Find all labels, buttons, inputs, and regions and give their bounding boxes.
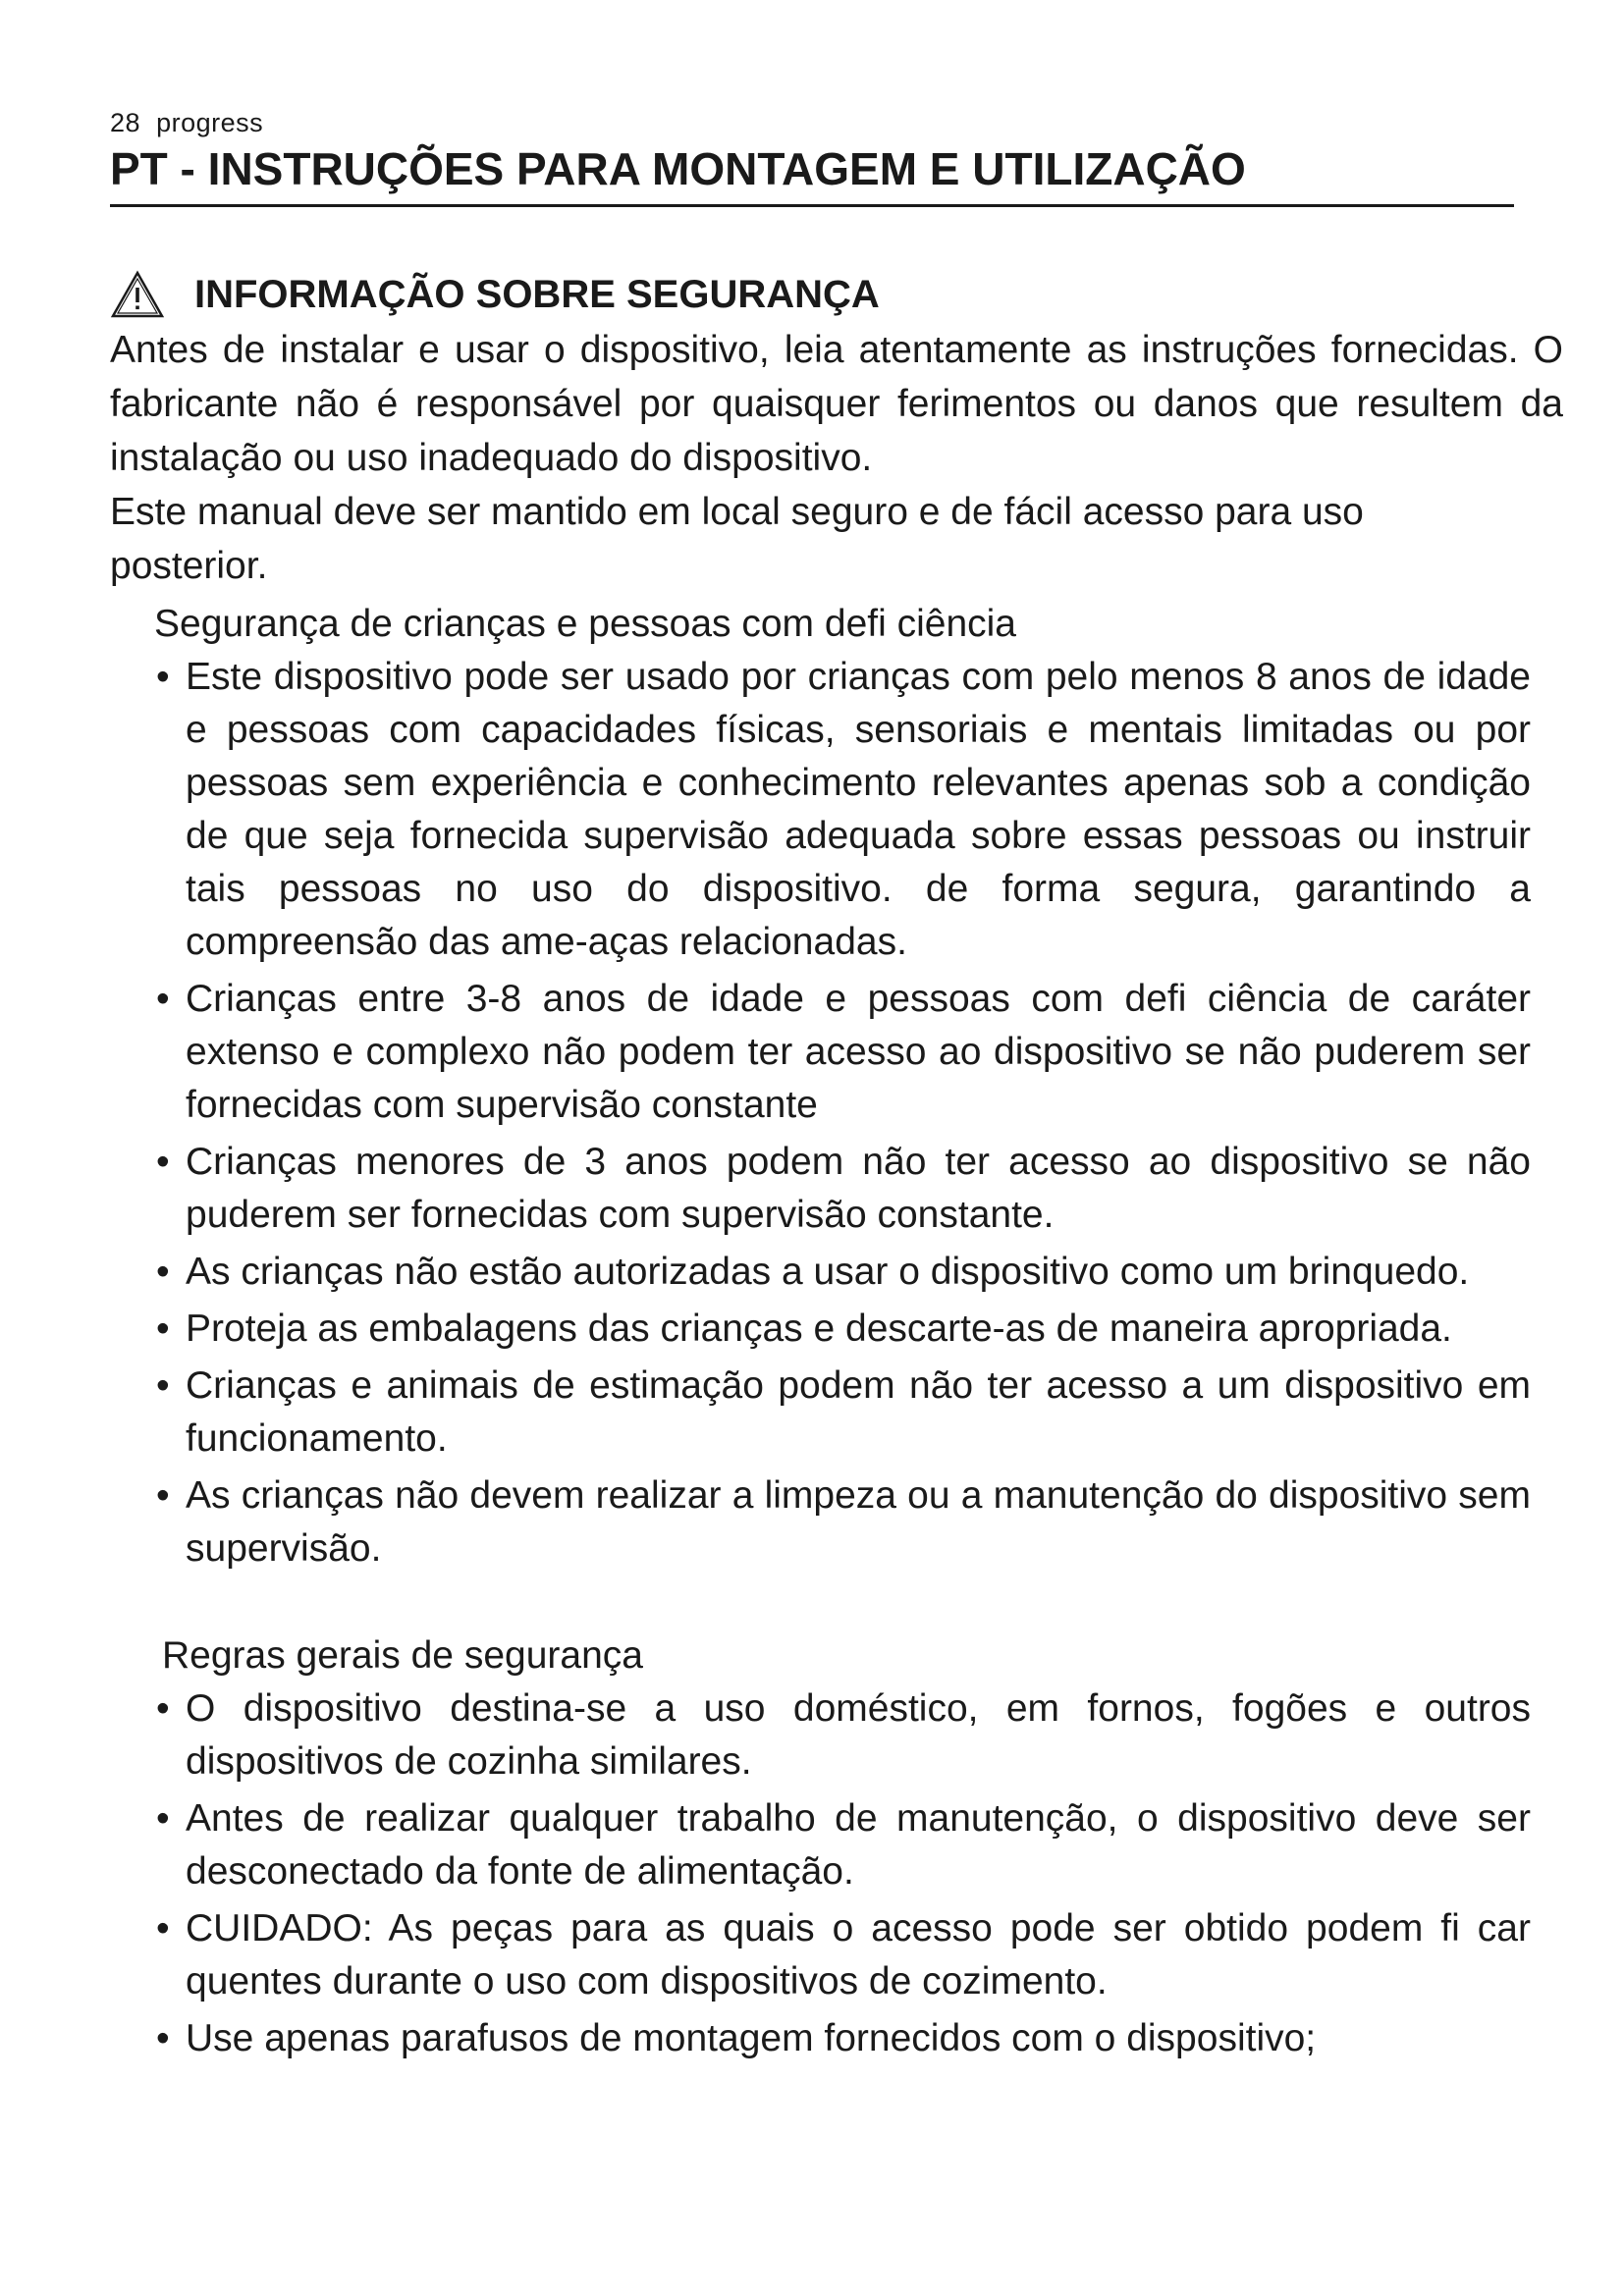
safety-heading: INFORMAÇÃO SOBRE SEGURANÇA xyxy=(194,273,880,316)
safety-heading-row xyxy=(110,270,1563,319)
page-header xyxy=(110,106,1563,139)
page-number: 28 xyxy=(110,108,141,137)
list-item: • CUIDADO: As peças para as quais o acesso pode ser obtido podem fi car quentes durante o uso com dispositivos de cozimento. xyxy=(156,1907,1531,2002)
children-list xyxy=(110,651,1624,1575)
brand-name: progress xyxy=(156,108,264,137)
list-item: • Antes de realizar qualquer trabalho de manutenção, o dispositivo deve ser desconectado da fonte de alimentação. xyxy=(156,1797,1531,1893)
children-heading: Segurança de crianças e pessoas com defi ciência xyxy=(154,603,1016,645)
list-item: • Crianças e animais de estimação podem não ter acesso a um dispositivo em funcionamento. xyxy=(156,1364,1531,1460)
list-item: • Proteja as embalagens das crianças e descarte-as de maneira apropriada. xyxy=(156,1308,1452,1350)
list-item: • O dispositivo destina-se a uso doméstico, em fornos, fogões e outros dispositivos de cozinha similares. xyxy=(156,1687,1531,1783)
list-item: • Crianças menores de 3 anos podem não ter acesso ao dispositivo se não puderem ser fornecidas com supervisão constante. xyxy=(156,1141,1531,1236)
safety-intro: Antes de instalar e usar o dispositivo, leia atentamente as instruções fornecidas. O fabricante não é responsável por quaisquer ferimentos ou danos que resultem da instalação ou uso inadequado do dispositivo. xyxy=(110,329,1563,479)
warning-triangle-icon xyxy=(110,270,165,319)
general-heading: Regras gerais de segurança xyxy=(162,1634,643,1677)
list-item: • Crianças entre 3-8 anos de idade e pessoas com defi ciência de caráter extenso e complexo não podem ter acesso ao dispositivo se não puderem ser fornecidas com supervisão constante xyxy=(156,978,1531,1126)
list-item: • As crianças não devem realizar a limpeza ou a manutenção do dispositivo sem supervisão. xyxy=(156,1474,1531,1570)
list-item: • Use apenas parafusos de montagem fornecidos com o dispositivo; xyxy=(156,2017,1317,2059)
page-title: PT - INSTRUÇÕES PARA MONTAGEM E UTILIZAÇÃO xyxy=(110,141,1514,207)
general-list xyxy=(110,1682,1624,2065)
list-item: • As crianças não estão autorizadas a usar o dispositivo como um brinquedo. xyxy=(156,1251,1470,1293)
list-item: • Este dispositivo pode ser usado por crianças com pelo menos 8 anos de idade e pessoas com capacidades físicas, sensoriais e mentais limitadas ou por pessoas sem experiência e conhecimento relevantes apenas sob a condição de que seja fornecida supervisão adequada sobre essas pessoas ou instruir tais pessoas no uso do dispositivo. de forma segura, garantindo a compreensão das ame-aças relacionadas. xyxy=(156,656,1531,963)
safety-intro-2: Este manual deve ser mantido em local seguro e de fácil acesso para uso posterior. xyxy=(110,491,1364,587)
manual-page xyxy=(110,106,1563,2069)
